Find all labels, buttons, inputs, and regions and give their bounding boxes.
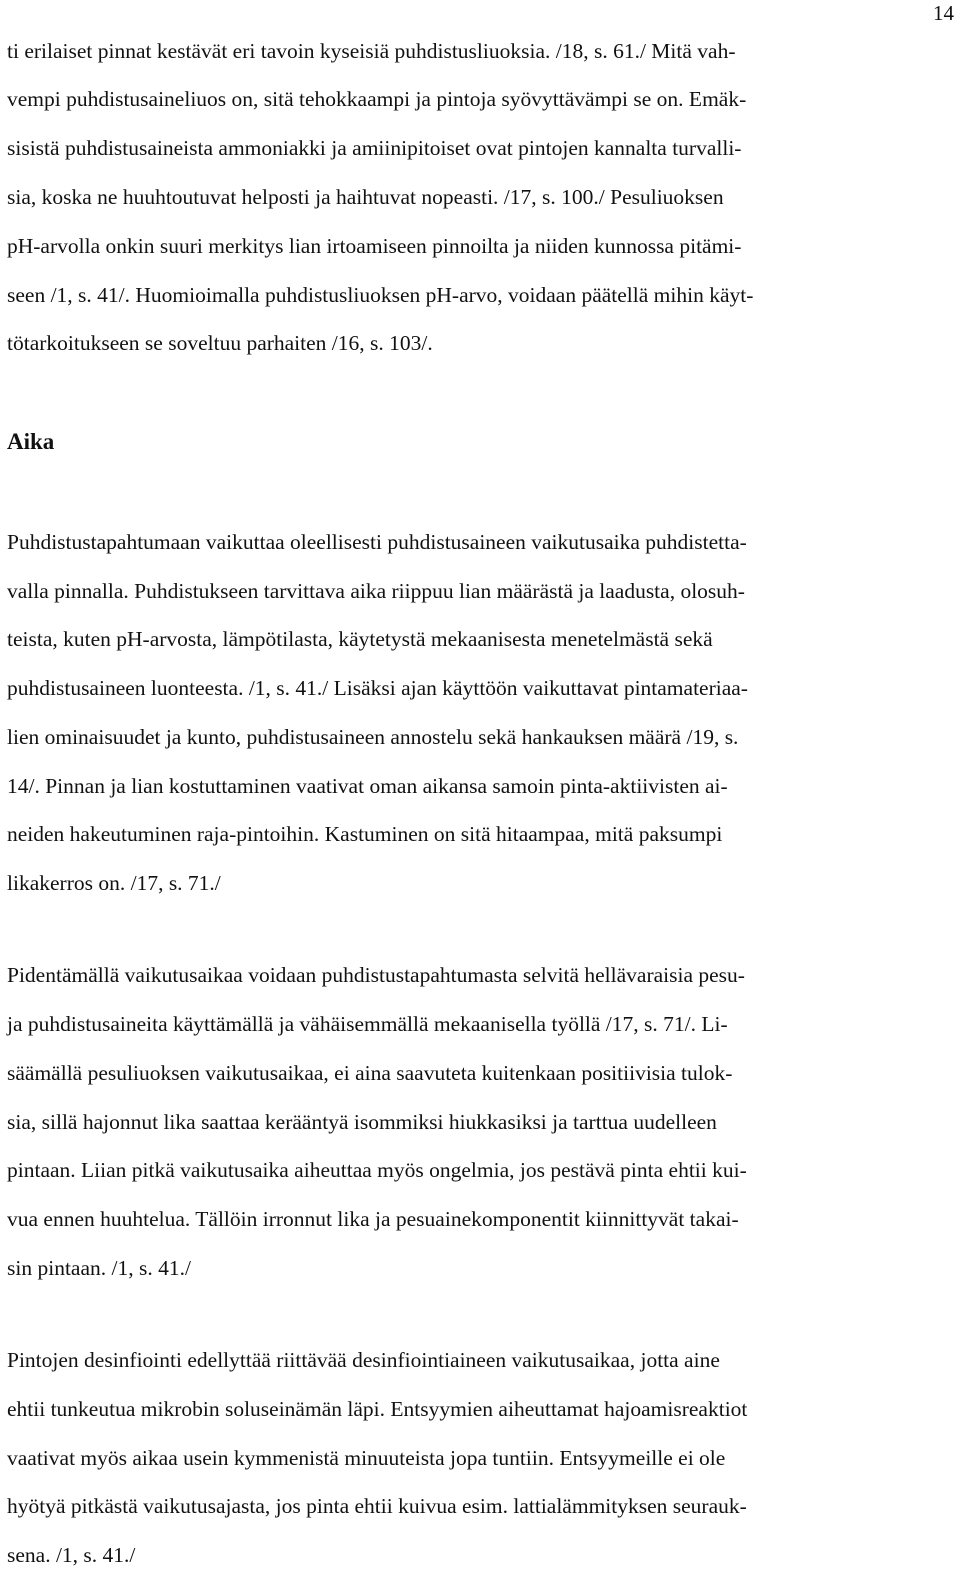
text-line: likakerros on. /17, s. 71./: [7, 871, 221, 895]
text-line: seen /1, s. 41/. Huomioimalla puhdistusliuoksen pH-arvo, voidaan päätellä mihin käyt-: [7, 283, 754, 307]
text-line: pH-arvolla onkin suuri merkitys lian irtoamiseen pinnoilta ja niiden kunnossa pitämi-: [7, 234, 742, 258]
section-heading: Aika: [7, 429, 55, 454]
text-line: säämällä pesuliuoksen vaikutusaikaa, ei aina saavuteta kuitenkaan positiivisia tulok-: [7, 1061, 733, 1085]
page-number: 14: [933, 1, 954, 25]
text-line: ti erilaiset pinnat kestävät eri tavoin kyseisiä puhdistusliuoksia. /18, s. 61./ Mitä vah-: [7, 39, 736, 63]
text-line: tötarkoitukseen se soveltuu parhaiten /16, s. 103/.: [7, 331, 433, 355]
text-line: sisistä puhdistusaineista ammoniakki ja amiinipitoiset ovat pintojen kannalta turvalli-: [7, 136, 742, 160]
text-line: ehtii tunkeutua mikrobin soluseinämän läpi. Entsyymien aiheuttamat hajoamisreaktiot: [7, 1397, 748, 1421]
text-line: Puhdistustapahtumaan vaikuttaa oleellisesti puhdistusaineen vaikutusaika puhdistetta-: [7, 530, 747, 554]
text-line: puhdistusaineen luonteesta. /1, s. 41./ Lisäksi ajan käyttöön vaikuttavat pintamateriaa-: [7, 676, 748, 700]
text-line: sena. /1, s. 41./: [7, 1543, 136, 1567]
text-line: lien ominaisuudet ja kunto, puhdistusaineen annostelu sekä hankauksen määrä /19, s.: [7, 725, 739, 749]
text-line: teista, kuten pH-arvosta, lämpötilasta, käytetystä mekaanisesta menetelmästä sekä: [7, 627, 713, 651]
text-line: vaativat myös aikaa usein kymmenistä minuuteista jopa tuntiin. Entsyymeille ei ole: [7, 1446, 726, 1470]
text-line: valla pinnalla. Puhdistukseen tarvittava aika riippuu lian määrästä ja laadusta, olosuh-: [7, 579, 745, 603]
text-line: vua ennen huuhtelua. Tällöin irronnut lika ja pesuainekomponentit kiinnittyvät takai-: [7, 1207, 739, 1231]
text-line: neiden hakeutuminen raja-pintoihin. Kastuminen on sitä hitaampaa, mitä paksumpi: [7, 822, 723, 846]
text-line: sia, koska ne huuhtoutuvat helposti ja haihtuvat nopeasti. /17, s. 100./ Pesuliuoksen: [7, 185, 724, 209]
text-line: Pintojen desinfiointi edellyttää riittävää desinfiointiaineen vaikutusaikaa, jotta aine: [7, 1348, 720, 1372]
text-line: hyötyä pitkästä vaikutusajasta, jos pinta ehtii kuivua esim. lattialämmityksen seurauk-: [7, 1494, 747, 1518]
text-line: vempi puhdistusaineliuos on, sitä tehokkaampi ja pintoja syövyttävämpi se on. Emäk-: [7, 87, 747, 111]
text-line: Pidentämällä vaikutusaikaa voidaan puhdistustapahtumasta selvitä hellävaraisia pesu-: [7, 963, 745, 987]
text-line: pintaan. Liian pitkä vaikutusaika aiheuttaa myös ongelmia, jos pestävä pinta ehtii kui-: [7, 1158, 747, 1182]
text-line: 14/. Pinnan ja lian kostuttaminen vaativat oman aikansa samoin pinta-aktiivisten ai-: [7, 774, 728, 798]
text-line: sia, sillä hajonnut lika saattaa kerääntyä isommiksi hiukkasiksi ja tarttua uudelleen: [7, 1110, 717, 1134]
text-line: ja puhdistusaineita käyttämällä ja vähäisemmällä mekaanisella työllä /17, s. 71/. Li-: [7, 1012, 728, 1036]
text-line: sin pintaan. /1, s. 41./: [7, 1256, 191, 1280]
